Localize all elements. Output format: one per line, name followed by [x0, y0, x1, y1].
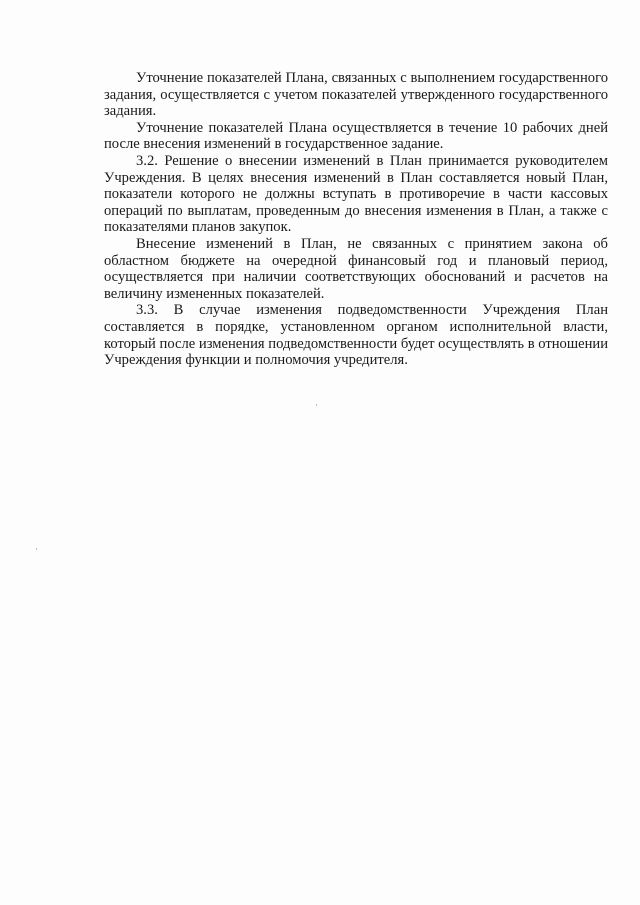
paragraph-3-2-decision: 3.2. Решение о внесении изменений в План принимается руководителем Учреждения. В целях внесения изменений в План составляется новый План, показатели которого не должны вступать в противоречие в части кассовых операций по выплатам, проведенным до внесения изменения в План, а также с показателями планов закупок.	[104, 152, 608, 236]
scan-speck	[36, 548, 37, 550]
paragraph-plan-changes-budget-law: Внесение изменений в План, не связанных с принятием закона об областном бюджете на очередной финансовый год и плановый период, осуществляется при наличии соответствующих обоснований и расчетов на величину измененных показателей.	[104, 235, 608, 302]
document-body	[104, 70, 608, 369]
paragraph-3-3-subordination-change: 3.3. В случае изменения подведомственности Учреждения План составляется в порядке, установленном органом исполнительной власти, который после изменения подведомственности будет осуществлять в отношении Учреждения функции и полномочия учредителя.	[104, 302, 608, 369]
paragraph-plan-indicators-state-task: Уточнение показателей Плана, связанных с выполнением государственного задания, осуществляется с учетом показателей утвержденного государственного задания.	[104, 70, 608, 120]
paragraph-plan-update-deadline: Уточнение показателей Плана осуществляется в течение 10 рабочих дней после внесения изменений в государственное задание.	[104, 119, 608, 153]
scan-speck	[316, 404, 317, 406]
